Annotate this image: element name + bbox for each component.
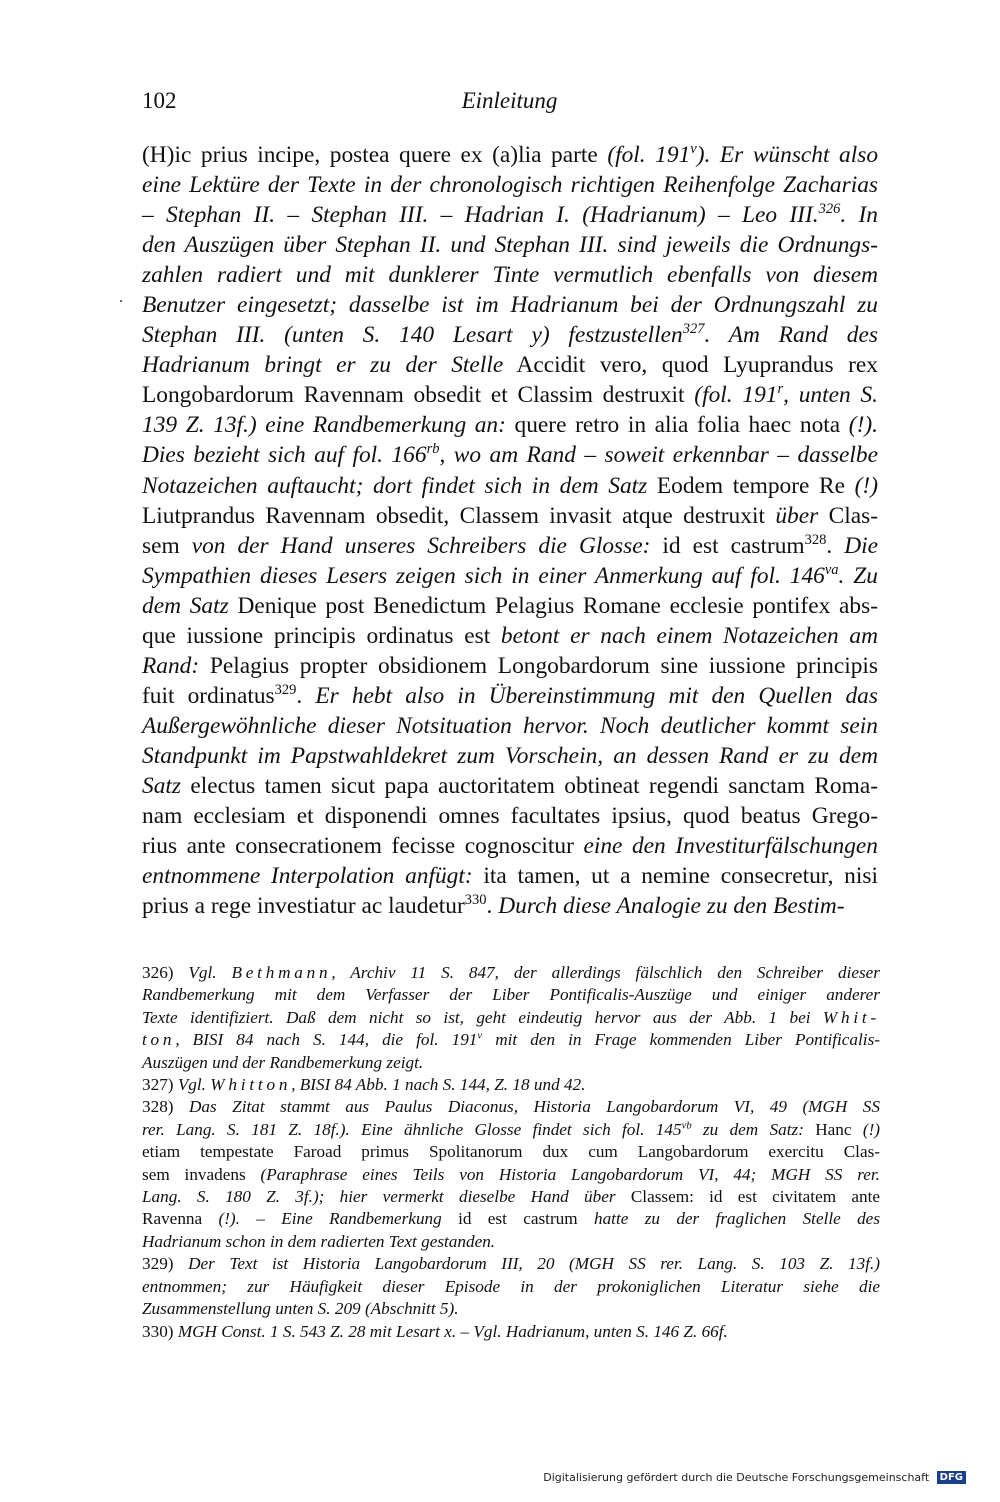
text-line: sem von der Hand unseres Schreibers die Glosse: id est castrum$^{328}$. Die bbox=[142, 531, 879, 559]
footnote bbox=[142, 1321, 880, 1343]
footnote-line: 328) Das Zitat stammt aus Paulus Diaconus, Historia Langobardorum VI, 49 (MGH SS bbox=[142, 1097, 880, 1117]
footnote bbox=[142, 1074, 880, 1096]
text-line: Hadrianum bringt er zu der Stelle Accidit vero, quod Lyuprandus rex bbox=[142, 352, 878, 379]
text-line: prius a rege investiatur ac laudetur$^{330}$. Durch diese Analogie zu den Bestim- bbox=[142, 892, 845, 920]
main-text bbox=[142, 140, 878, 921]
text-line: Dies bezieht sich auf fol. $166^{rb}$, wo am Rand – soweit erkennbar – dasselbe bbox=[142, 441, 878, 469]
digitization-credit bbox=[543, 1471, 966, 1485]
footnote bbox=[142, 1253, 880, 1320]
footnote-line: Ravenna (!). – Eine Randbemerkung id est castrum hatte zu der fraglichen Stelle des bbox=[142, 1209, 881, 1229]
text-line: rius ante consecrationem fecisse cognoscitur eine den Investiturfälschungen bbox=[142, 833, 879, 860]
text-line: den Auszügen über Stephan II. und Stephan III. sind jeweils die Ordnungs- bbox=[142, 232, 878, 259]
credit-text: Digitalisierung gefördert durch die Deutsche Forschungsgemeinschaft bbox=[543, 1470, 930, 1484]
text-line: Benutzer eingesetzt; dasselbe ist im Hadrianum bei der Ordnungszahl zu bbox=[142, 292, 878, 319]
text-line: (H)ic prius incipe, postea quere ex (a)lia parte (fol. 191$^v$). Er wünscht also bbox=[142, 141, 879, 168]
footnote-line: 329) Der Text ist Historia Langobardorum III, 20 (MGH SS rer. Lang. S. 103 Z. 13f.) bbox=[142, 1254, 880, 1274]
footnote-line: entnommen; zur Häufigkeit dieser Episode in der prokoniglichen Literatur siehe die bbox=[142, 1276, 880, 1296]
dfg-logo: DFG bbox=[937, 1471, 966, 1484]
footnote-line: Randbemerkung mit dem Verfasser der Liber Pontificalis-Auszüge und einiger anderer bbox=[142, 985, 880, 1005]
footnote-line: Zusammenstellung unten S. 209 (Abschnitt 5). bbox=[142, 1299, 459, 1319]
text-line: fuit ordinatus$^{329}$. Er hebt also in Übereinstimmung mit den Quellen das bbox=[142, 682, 878, 709]
footnote-line: ton, BISI 84 nach S. 144, die fol. 191$^v$ mit den in Frage kommenden Liber Pontificalis- bbox=[142, 1030, 880, 1050]
footnote-line: Lang. S. 180 Z. 3f.); hier vermerkt dieselbe Hand über Classem: id est civitatem ante bbox=[142, 1187, 880, 1207]
text-line: Standpunkt im Papstwahldekret zum Vorschein, an dessen Rand er zu dem bbox=[142, 742, 878, 769]
running-head: Einleitung bbox=[461, 88, 558, 113]
text-line: dem Satz Denique post Benedictum Pelagius Romane ecclesie pontifex abs- bbox=[142, 592, 878, 619]
text-line: Rand: Pelagius propter obsidionem Longobardorum sine iussione principis bbox=[142, 652, 878, 679]
text-line: Satz electus tamen sicut papa auctoritatem obtineat regendi sanctam Roma- bbox=[142, 772, 878, 799]
footnote bbox=[142, 962, 880, 1074]
page-number: 102 bbox=[142, 88, 177, 113]
page-header bbox=[142, 88, 877, 122]
text-line: – Stephan II. – Stephan III. – Hadrian I. (Hadrianum) – Leo III.$^{326}$. In bbox=[142, 201, 878, 229]
footnote-line: Texte identifiziert. Daß dem nicht so ist, geht eindeutig hervor aus der Abb. 1 bei Whit- bbox=[142, 1007, 880, 1027]
footnote-line: Auszügen und der Randbemerkung zeigt. bbox=[142, 1052, 424, 1072]
text-line: eine Lektüre der Texte in der chronologisch richtigen Reihenfolge Zacharias bbox=[142, 172, 878, 199]
footnote-line: sem invadens (Paraphrase eines Teils von Historia Langobardorum VI, 44; MGH SS rer. bbox=[142, 1164, 880, 1184]
text-line: Außergewöhnliche dieser Notsituation hervor. Noch deutlicher kommt sein bbox=[142, 712, 878, 739]
text-line: nam ecclesiam et disponendi omnes facultates ipsius, quod beatus Grego- bbox=[142, 803, 878, 830]
text-line: que iussione principis ordinatus est betont er nach einem Notazeichen am bbox=[142, 622, 878, 649]
text-line: Longobardorum Ravennam obsedit et Classim destruxit (fol. 191$^r$, unten S. bbox=[142, 381, 879, 409]
text-line: Stephan III. (unten S. 140 Lesart y) festzustellen$^{327}$. Am Rand des bbox=[142, 321, 878, 349]
text-line: 139 Z. 13f.) eine Randbemerkung an: quere retro in alia folia haec nota (!). bbox=[142, 412, 878, 439]
text-line: Liutprandus Ravennam obsedit, Classem invasit atque destruxit über Clas- bbox=[142, 502, 878, 529]
footnote-line: Hadrianum schon in dem radierten Text gestanden. bbox=[142, 1231, 496, 1251]
text-line: Sympathien dieses Lesers zeigen sich in einer Anmerkung auf fol. $146^{va}$. Zu bbox=[142, 561, 878, 589]
footnote-line: 327) Vgl. Whitton, BISI 84 Abb. 1 nach S. 144, Z. 18 und 42. bbox=[142, 1075, 586, 1095]
text-line: zahlen radiert und mit dunklerer Tinte vermutlich ebenfalls von diesem bbox=[142, 262, 878, 289]
footnote-line: 326) Vgl. Bethmann, Archiv 11 S. 847, der allerdings fälschlich den Schreiber dieser bbox=[142, 963, 880, 982]
text-line: entnommene Interpolation anfügt: ita tamen, ut a nemine consecretur, nisi bbox=[142, 863, 878, 890]
footnote-line: 330) MGH Const. 1 S. 543 Z. 28 mit Lesart x. – Vgl. Hadrianum, unten S. 146 Z. 66f. bbox=[142, 1321, 728, 1341]
footnotes-section bbox=[142, 962, 880, 1343]
margin-speck bbox=[120, 300, 122, 302]
text-line: Notazeichen auftaucht; dort findet sich in dem Satz Eodem tempore Re (!) bbox=[142, 472, 878, 499]
footnote-line: etiam tempestate Faroad primus Spolitanorum dux cum Langobardorum exercitu Clas- bbox=[142, 1142, 880, 1162]
footnote-line: rer. Lang. S. 181 Z. 18f.). Eine ähnliche Glosse findet sich fol. $145^{vb}$ zu dem Satz: Hanc (!) bbox=[142, 1119, 881, 1139]
footnote bbox=[142, 1096, 880, 1253]
